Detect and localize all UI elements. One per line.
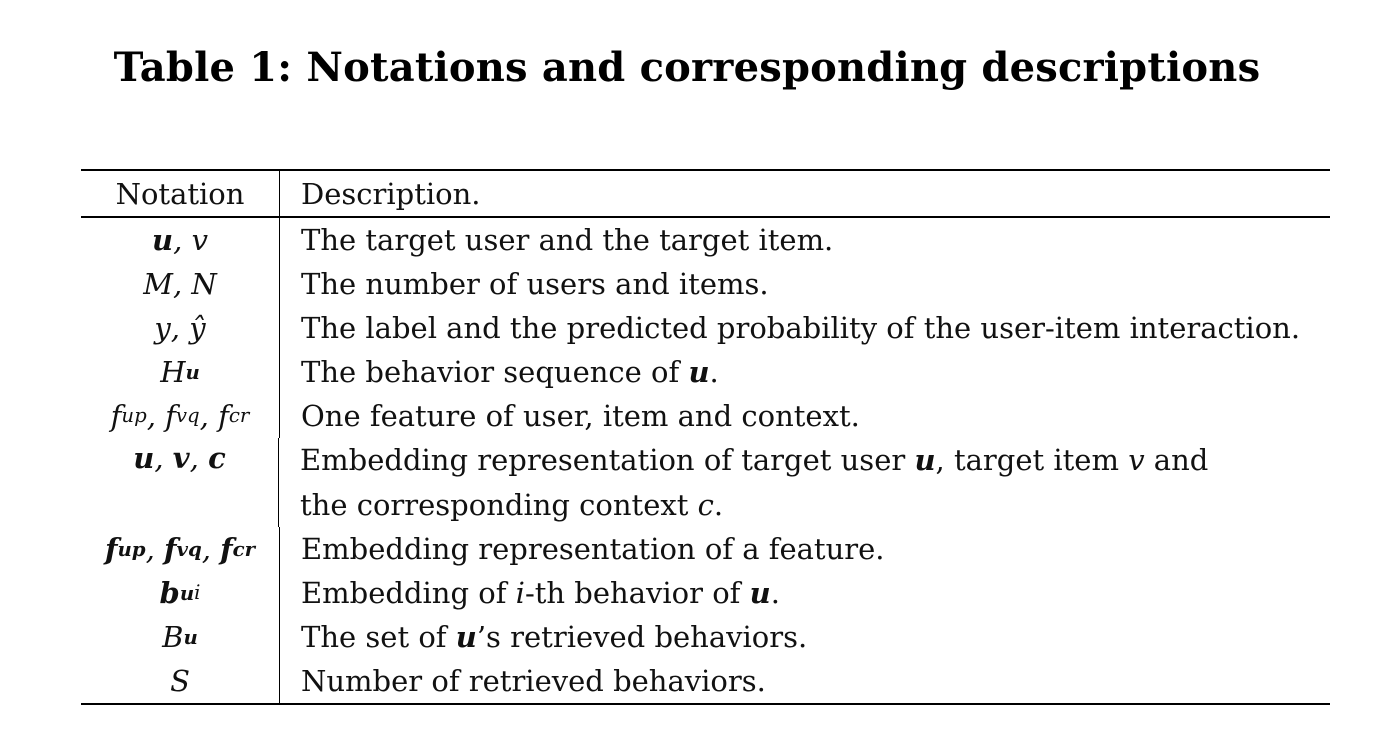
description-cell: Embedding representation of target user u, target item v and the corresponding context c. [300, 443, 1209, 522]
notation-cell: y , ŷ [81, 306, 280, 350]
description-cell: The set of u’s retrieved behaviors. [301, 620, 808, 654]
description-cell: The number of users and items. [301, 267, 769, 301]
table-row [81, 394, 1330, 438]
notation-cell: f u p , f v q , f c r [81, 527, 280, 571]
notation-table [81, 169, 1330, 705]
notation-cell: b u i [81, 571, 280, 615]
notation-cell: M , N [81, 262, 280, 306]
description-cell: One feature of user, item and context. [301, 399, 860, 433]
table-row [81, 262, 1330, 306]
table-row [81, 350, 1330, 394]
table-caption: Table 1: Notations and corresponding descriptions [113, 44, 1261, 91]
description-cell: The target user and the target item. [301, 223, 834, 257]
table-row [81, 438, 1330, 527]
notation-cell: u , v , c [81, 438, 279, 527]
description-cell: The label and the predicted probability of the user-item interaction. [301, 311, 1301, 345]
notation-cell: S [81, 659, 280, 703]
table-row [81, 659, 1330, 703]
table-row [81, 571, 1330, 615]
notation-cell: u , v [81, 218, 280, 262]
description-cell: The behavior sequence of u. [301, 355, 719, 389]
description-cell: Number of retrieved behaviors. [301, 664, 766, 698]
description-cell: Embedding representation of a feature. [301, 532, 885, 566]
table-header-row [81, 171, 1330, 218]
notation-cell: f u p , f v q , f c r [81, 394, 280, 438]
header-description: Description. [301, 176, 481, 211]
table-row [81, 527, 1330, 571]
notation-cell: B u [81, 615, 280, 659]
notation-cell: H u [81, 350, 280, 394]
header-notation: Notation [81, 171, 280, 216]
table-row [81, 218, 1330, 262]
table-row [81, 615, 1330, 659]
description-cell: Embedding of i-th behavior of u. [301, 576, 780, 610]
table-row [81, 306, 1330, 350]
